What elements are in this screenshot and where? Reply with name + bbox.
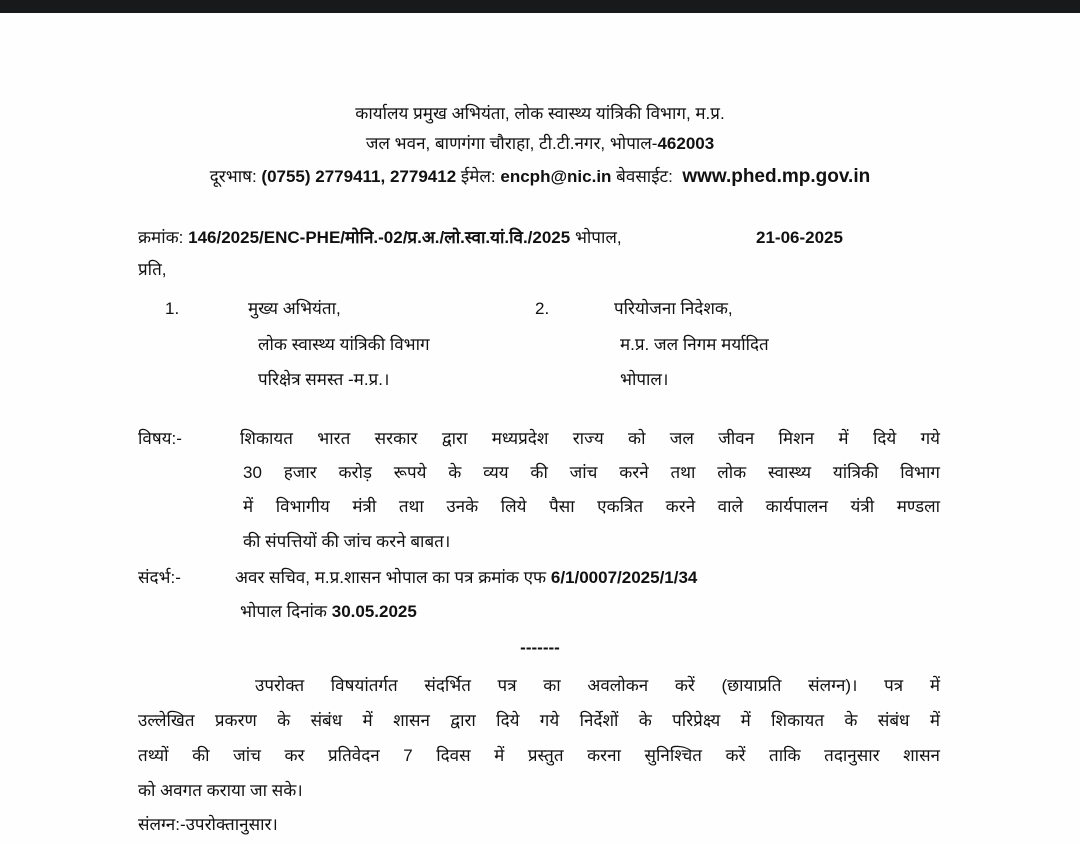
letter-number: 146/2025/ENC-PHE/मोनि.-02/प्र.अ./लो.स्वा.यां.वि./2025 bbox=[188, 228, 571, 247]
recipient-2-line-1: परियोजना निदेशक, bbox=[614, 299, 733, 318]
subject-line-1: शिकायत भारत सरकार द्वारा मध्यप्रदेश राज्य को जल जीवन मिशन में दिये गये bbox=[240, 429, 940, 448]
reference-letter-line-2: भोपाल दिनांक 30.05.2025 bbox=[240, 602, 417, 621]
enclosure-note: संलग्न:-उपरोक्तानुसार। bbox=[138, 815, 278, 834]
recipient-1-line-2: लोक स्वास्थ्य यांत्रिकी विभाग bbox=[258, 335, 430, 354]
recipient-2-line-3: भोपाल। bbox=[620, 370, 669, 389]
reference-number-line: क्रमांक: 146/2025/ENC-PHE/मोनि.-02/प्र.अ./लो.स्वा.यां.वि./2025 भोपाल, bbox=[138, 228, 622, 247]
body-line-2: उल्लेखित प्रकरण के संबंध में शासन द्वारा दिये गये निर्देशों के परिप्रेक्ष्य में शिकायत के संबंध में bbox=[138, 711, 940, 730]
phone-numbers: (0755) 2779411, 2779412 bbox=[261, 167, 457, 186]
office-address: जल भवन, बाणगंगा चौराहा, टी.टी.नगर, भोपाल-462003 bbox=[365, 134, 715, 153]
body-line-3: तथ्यों की जांच कर प्रतिवेदन 7 दिवस में प्रस्तुत करना सुनिश्चित करें ताकि तदानुसार शासन bbox=[138, 746, 940, 765]
recipient-1-number: 1. bbox=[165, 299, 180, 318]
reference-label: संदर्भ:- bbox=[138, 568, 181, 587]
reference-letter-date: 30.05.2025 bbox=[331, 602, 417, 621]
letter-date: 21-06-2025 bbox=[756, 228, 843, 247]
subject-label: विषय:- bbox=[138, 429, 182, 448]
pincode: 462003 bbox=[657, 134, 715, 153]
reference-letter-line-1: अवर सचिव, म.प्र.शासन भोपाल का पत्र क्रमांक एफ 6/1/0007/2025/1/34 bbox=[235, 568, 698, 587]
subject-line-2: 30 हजार करोड़ रूपये के व्यय की जांच करने तथा लोक स्वास्थ्य यांत्रिकी विभाग bbox=[243, 463, 940, 482]
recipient-2-number: 2. bbox=[535, 299, 550, 318]
separator: ------- bbox=[520, 638, 560, 657]
website-link[interactable]: www.phed.mp.gov.in bbox=[682, 166, 871, 187]
body-line-4: को अवगत कराया जा सके। bbox=[138, 781, 303, 800]
to-label: प्रति, bbox=[138, 260, 167, 279]
recipient-1-line-3: परिक्षेत्र समस्त -म.प्र.। bbox=[258, 370, 390, 389]
body-line-1: उपरोक्त विषयांतर्गत संदर्भित पत्र का अवलोकन करें (छायाप्रति संलग्न)। पत्र में bbox=[255, 676, 940, 695]
recipient-2-line-2: म.प्र. जल निगम मर्यादित bbox=[620, 335, 769, 354]
contact-line: दूरभाष: (0755) 2779411, 2779412 ईमेल: encph@nic.in बेवसाईट: www.phed.mp.gov.in bbox=[209, 166, 871, 187]
recipient-1-line-1: मुख्य अभियंता, bbox=[248, 299, 341, 318]
office-name: कार्यालय प्रमुख अभियंता, लोक स्वास्थ्य यांत्रिकी विभाग, म.प्र. bbox=[355, 104, 725, 123]
email-link[interactable]: encph@nic.in bbox=[500, 167, 612, 186]
reference-letter-number: 6/1/0007/2025/1/34 bbox=[550, 568, 698, 587]
subject-line-4: की संपत्तियों की जांच करने बाबत। bbox=[243, 532, 451, 551]
subject-line-3: में विभागीय मंत्री तथा उनके लिये पैसा एकत्रित करने वाले कार्यपालन यंत्री मण्डला bbox=[243, 497, 940, 516]
top-bar bbox=[0, 0, 1080, 13]
